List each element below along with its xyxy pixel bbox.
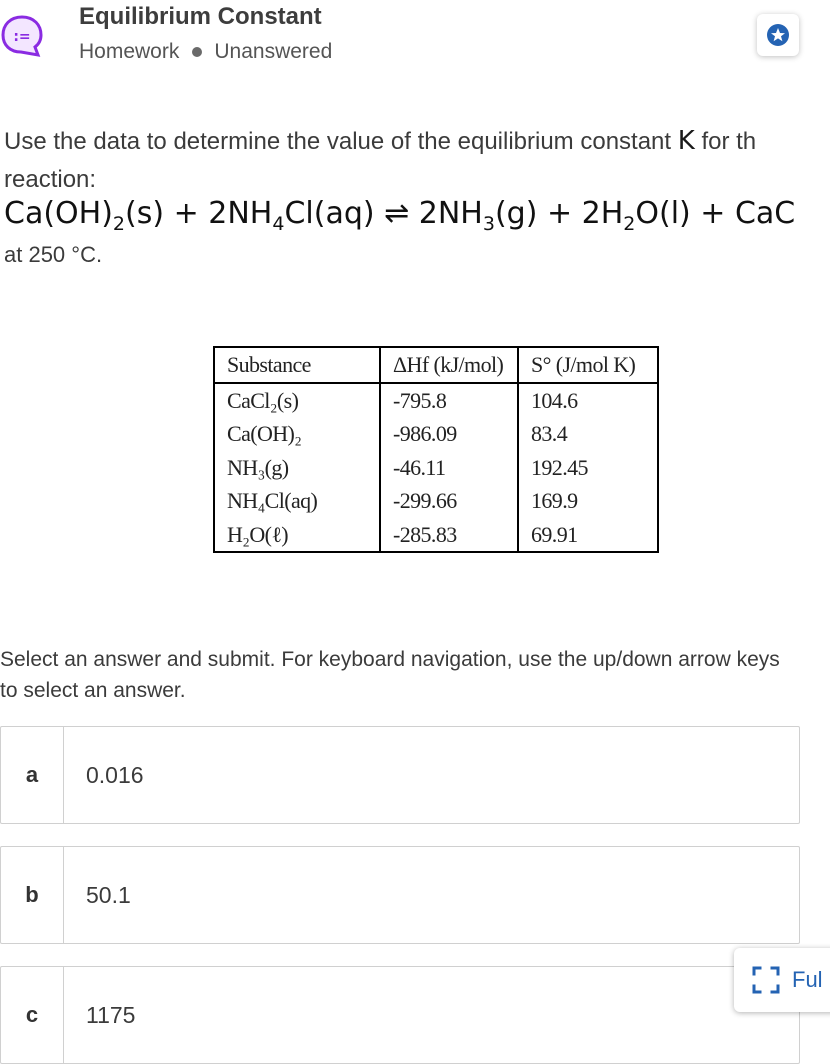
fullscreen-icon: [748, 962, 784, 998]
option-value: 0.016: [86, 761, 144, 788]
answer-option-b[interactable]: [0, 846, 800, 944]
fullscreen-label: Ful: [792, 967, 823, 992]
option-value: 50.1: [86, 881, 131, 908]
temperature: at 250 °C.: [4, 242, 103, 267]
answer-option-c[interactable]: [0, 966, 800, 1064]
entropy-cell: 192.45: [531, 454, 588, 480]
equilibrium-k-symbol: K: [677, 126, 695, 156]
substance-cell: NH₄Cl(aq): [227, 488, 318, 514]
question-prompt: [4, 122, 756, 199]
header-substance: Substance: [214, 347, 380, 383]
page-title: Equilibrium Constant: [79, 3, 322, 30]
enthalpy-cell: -285.83: [393, 521, 457, 547]
question-type: Homework: [79, 40, 180, 63]
enthalpy-cell: -986.09: [393, 421, 457, 447]
substance-cell: CaCl₂(s): [227, 388, 299, 413]
prompt-line-1: Use the data to determine the value of the equilibrium constant K for th: [4, 126, 757, 156]
header-enthalpy: ΔHf (kJ/mol): [380, 347, 518, 383]
separator-dot-icon: [192, 47, 202, 57]
substance-cell: NH₃(g): [227, 454, 289, 480]
option-value: 1175: [86, 1001, 136, 1028]
logo-icon: [0, 14, 44, 58]
enthalpy-cell: -46.11: [393, 454, 446, 480]
prompt-line-2: reaction:: [4, 166, 97, 193]
instructions: Select an answer and submit. For keyboard navigation, use the up/down arrow keys to select an answer.: [0, 648, 780, 702]
entropy-cell: 169.9: [531, 488, 578, 514]
enthalpy-cell: -299.66: [393, 488, 457, 514]
substance-cell: Ca(OH)₂: [227, 421, 302, 447]
entropy-cell: 83.4: [531, 421, 568, 447]
option-letter: b: [1, 847, 64, 943]
answer-option-a[interactable]: [0, 726, 800, 824]
substance-column: [214, 383, 380, 552]
entropy-column: [518, 383, 658, 552]
substance-cell: H₂O(ℓ): [227, 521, 289, 547]
star-icon: [766, 23, 790, 47]
thermo-data-table: [213, 346, 659, 553]
fullscreen-button[interactable]: [734, 948, 830, 1012]
enthalpy-column: [380, 383, 518, 552]
header-entropy: S° (J/mol K): [518, 347, 658, 383]
status-badge: Unanswered: [214, 40, 333, 63]
enthalpy-cell: -795.8: [393, 388, 447, 413]
svg-text::=: :=: [13, 29, 31, 45]
reaction-equation: $Ca(OH)_2(s) + 2NH_4Cl(aq)$ ⇌ $2NH_3(g) + 2H_2O(l)$ + CaC: [4, 196, 796, 235]
entropy-cell: 104.6: [531, 388, 578, 413]
option-letter: a: [1, 727, 64, 823]
bookmark-button[interactable]: [757, 14, 799, 56]
option-letter: c: [1, 967, 64, 1063]
question-meta: [79, 40, 332, 64]
entropy-cell: 69.91: [531, 521, 578, 547]
